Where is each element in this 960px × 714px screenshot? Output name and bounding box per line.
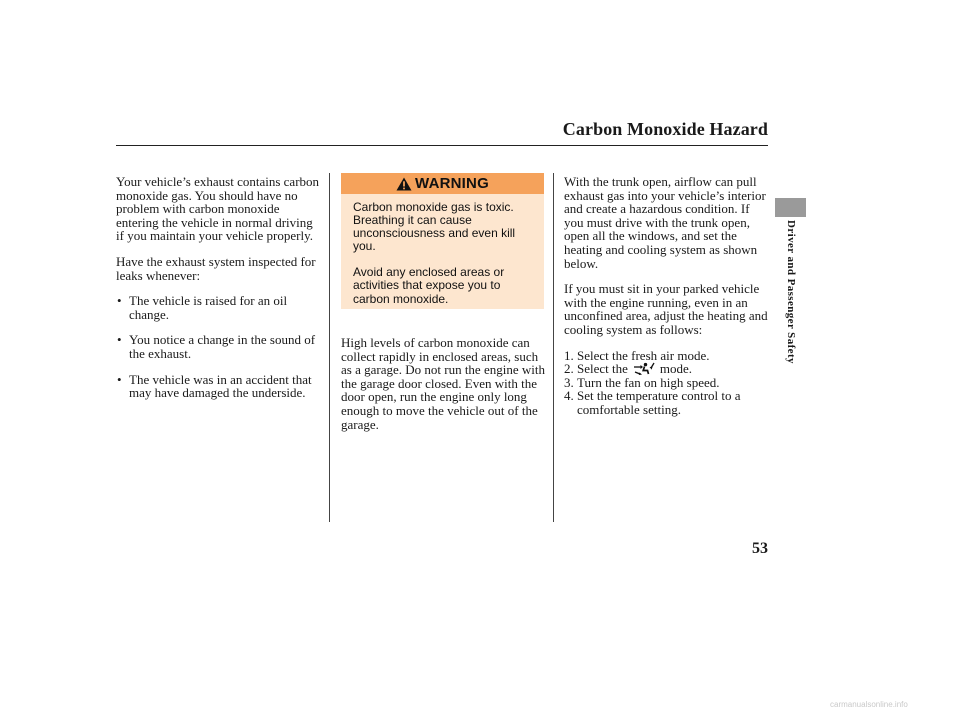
inspect-paragraph: Have the exhaust system inspected for leaks whenever: [116,253,316,283]
step-text-before: Select the [577,361,628,377]
floor-and-vent-mode-icon [633,362,655,375]
bullet-dot: • [117,293,122,309]
list-item [116,333,321,360]
bullet-text: The vehicle was in an accident that may have damaged the underside. [129,371,312,401]
step-text: Turn the fan on high speed. [577,374,720,390]
section-tab [775,198,806,217]
garage-paragraph: High levels of carbon monoxide can collect rapidly in enclosed areas, such as a garage. Do not run the engine with the garage door closed. Even with the door open, run the engine only long enough to move the vehicle out of the garage. [341,335,545,432]
warning-heading: WARNING [415,175,489,192]
step-number: 3. [564,374,574,390]
bullet-dot: • [117,371,122,387]
warning-header [341,173,544,194]
intro-paragraph: Your vehicle’s exhaust contains carbon monoxide gas. You should have no problem with carbon monoxide entering the vehicle in normal driving if you maintain your vehicle properly. [116,174,320,244]
column-2 [341,336,547,431]
list-item [564,389,770,416]
list-item [564,349,770,363]
list-item [564,376,770,390]
bullet-dot: • [117,332,122,348]
warning-triangle-icon [396,177,412,191]
step-text: Set the temperature control to a comfortable setting. [577,388,741,417]
bullet-text: The vehicle is raised for an oil change. [129,293,288,322]
step-number: 1. [564,347,574,363]
step-text-after: mode. [659,361,693,377]
warning-box [341,173,544,309]
bullet-text: You notice a change in the sound of the exhaust. [129,332,316,361]
column-3 [564,175,770,417]
column-divider-left [329,173,330,522]
trunk-paragraph: With the trunk open, airflow can pull exhaust gas into your vehicle’s interior and create a hazardous condition. If you must drive with the trunk open, open all the windows, and set the heating and cooling system as shown below. [564,174,766,271]
warning-body [353,201,539,306]
list-item [564,362,770,376]
header-rule [116,145,768,146]
warning-paragraph-2: Avoid any enclosed areas or activities that expose you to carbon monoxide. [353,265,505,306]
list-item [116,373,321,400]
watermark: carmanualsonline.info [830,700,908,709]
column-1 [116,175,321,400]
page-number: 53 [752,540,768,557]
list-item [116,294,321,321]
step-number: 4. [564,388,574,404]
column-divider-right [553,173,554,522]
parked-paragraph: If you must sit in your parked vehicle with the engine running, even in an unconfined area, adjust the heating and cooling system as follows: [564,281,768,337]
warning-paragraph-1: Carbon monoxide gas is toxic. Breathing it can cause unconsciousness and even kill you. [353,200,516,254]
step-number: 2. [564,361,574,377]
step-text: Select the fresh air mode. [577,347,710,363]
section-label: Driver and Passenger Safety [785,220,797,364]
page-title: Carbon Monoxide Hazard [562,119,768,139]
